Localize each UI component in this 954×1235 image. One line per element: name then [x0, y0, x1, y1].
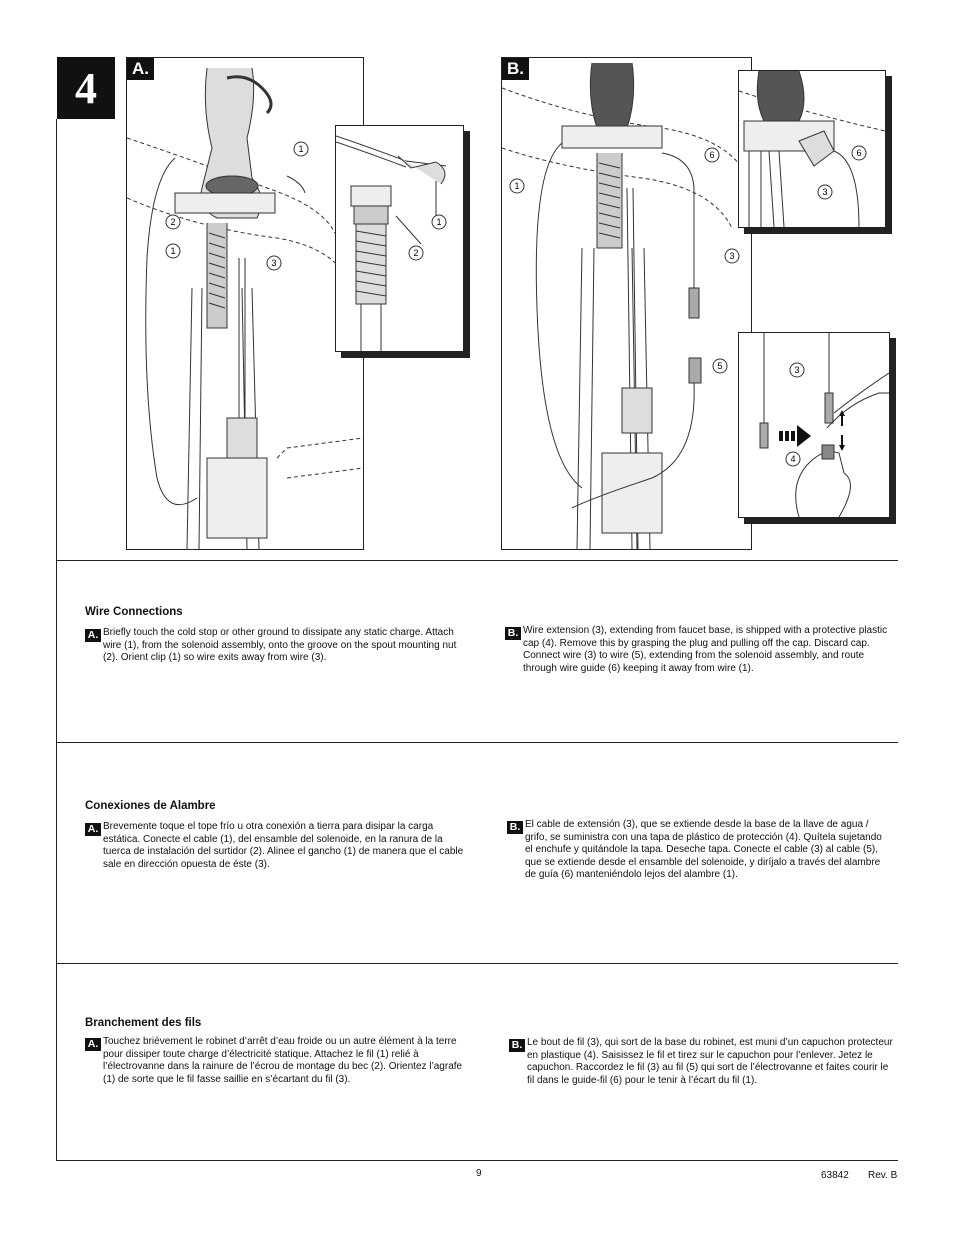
section-heading-es: Conexiones de Alambre [85, 800, 216, 812]
instruction-text: Briefly touch the cold stop or other ground to dissipate any static charge. Attach wire (1), from the solenoid assembly, onto the groove on the spout mounting nut (2). Orient clip (1) so wire exits away from wire (3). [103, 627, 457, 664]
divider-3 [56, 963, 898, 964]
step-badge-b: B. [505, 627, 521, 640]
callout-3-wire: 3 [271, 258, 277, 268]
callout-1-wire-b: 1 [514, 181, 520, 191]
divider-4 [56, 1160, 898, 1161]
instruction-text: El cable de extensión (3), que se extiende desde la base de la llave de agua / grifo, se suministra con una tapa de plástico de protección (4). Quítela sujetando el enchufe y quitándole la tapa. Deseche tapa. Conecte el cable (3) al cable (5), que se extiende desde el ensamble del solenoide, y diríjalo a través del alambre de guía (6) manteniéndolo lejos del alambre (1). [525, 819, 882, 881]
callout-2-nut: 2 [170, 217, 176, 227]
step-badge-b: B. [507, 821, 523, 834]
instruction-text: Le bout de fil (3), qui sort de la base du robinet, est muni d’un capuchon protecteur en plastique (4). Saisissez le fil et tirez sur le capuchon pour l’enlever. Jetez le capuchon. Raccordez le fil (3) au fil (5) qui sort de l’électrovanne et faites courir le fil dans le guide-fil (6) pour le tenir à l’écart du fil (1). [527, 1037, 893, 1086]
step-badge-b: B. [509, 1039, 525, 1052]
section-heading-fr: Branchement des fils [85, 1017, 202, 1029]
instruction-es-b [507, 819, 892, 882]
instruction-en-b [505, 625, 890, 675]
illustration-panel-b [501, 57, 752, 550]
instruction-fr-b [509, 1037, 894, 1087]
spout-nut-detail [336, 126, 463, 351]
inset-a-detail [335, 125, 464, 352]
instruction-es-a [85, 821, 470, 871]
callout-1-clip: 1 [298, 144, 304, 154]
panel-a-label: A. [127, 58, 154, 80]
divider-2 [56, 742, 898, 743]
inset-b-callout-3: 3 [822, 187, 828, 197]
instruction-text: Touchez brièvement le robinet d’arrêt d’eau froide ou un autre élément à la terre pour dissiper toute charge d’électricité statique. Attachez le fil (1) relié à l’électrovanne dans la rainure de l’écrou de montage du bec (2). Orientez l’agrafe (1) de sorte que le fil fasse saillie en s’écartant du fil (3). [103, 1036, 463, 1085]
divider-1 [56, 560, 898, 561]
faucet-illustration-a [127, 58, 363, 549]
faucet-illustration-b [502, 58, 751, 549]
page-number: 9 [476, 1168, 482, 1179]
inset-b-cap-removal [738, 332, 890, 518]
callout-3-extension: 3 [729, 251, 735, 261]
instruction-fr-a [85, 1036, 470, 1086]
callout-5-solenoid-wire: 5 [717, 361, 723, 371]
inset-b-wire-guide [738, 70, 886, 228]
inset-b-callout-3b: 3 [794, 365, 800, 375]
step-badge-a: A. [85, 629, 101, 642]
instruction-text: Brevemente toque el tope frío u otra conexión a tierra para disipar la carga estática. Conecte el cable (1), del ensamble del solenoide, en la ranura de la tuerca de instalación del surtidor (2). Alinee el gancho (1) de manera que el cable sale en dirección opuesta de éste (3). [103, 821, 464, 870]
instruction-text: Wire extension (3), extending from faucet base, is shipped with a protective plastic cap (4). Remove this by grasping the plug and pulling off the cap. Discard cap. Connect wire (3) to wire (5), extending from the solenoid assembly, and route through wire guide (6) keeping it away from wire (1). [523, 625, 888, 674]
callout-1-wire: 1 [170, 246, 176, 256]
inset-a-callout-2: 2 [413, 248, 419, 258]
cap-removal-detail [739, 333, 889, 517]
illustration-panel-a [126, 57, 364, 550]
left-rule [56, 119, 57, 1161]
step-number: 4 [57, 57, 115, 119]
inset-b-callout-6: 6 [856, 148, 862, 158]
step-badge-a: A. [85, 823, 101, 836]
section-heading-en: Wire Connections [85, 606, 183, 618]
step-badge-a: A. [85, 1038, 101, 1051]
callout-6-guide: 6 [709, 150, 715, 160]
instruction-en-a [85, 627, 470, 665]
doc-number: 63842 [821, 1170, 849, 1181]
revision: Rev. B [868, 1170, 898, 1181]
wire-guide-detail [739, 71, 885, 227]
inset-a-callout-1: 1 [436, 217, 442, 227]
inset-b-callout-4: 4 [790, 454, 796, 464]
panel-b-label: B. [502, 58, 529, 80]
